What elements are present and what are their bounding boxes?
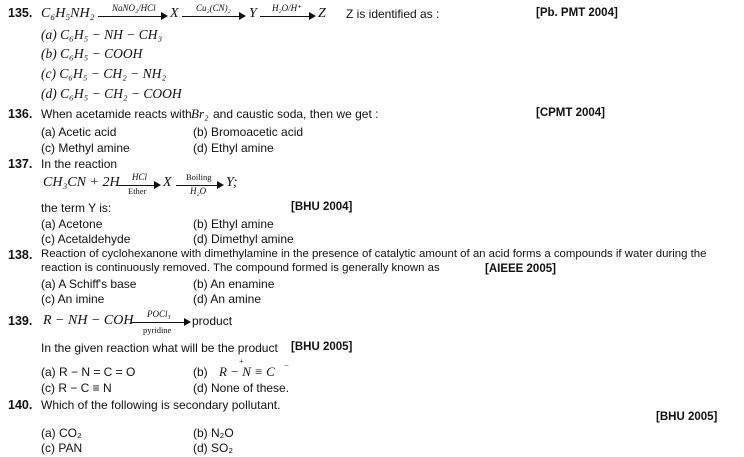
option-c: (c) C₆H₅ − CH₂ − NH₂ <box>41 66 167 81</box>
question-stem: Z is identified as : <box>346 7 440 21</box>
question-stem: When acetamide reacts with <box>41 107 192 121</box>
reaction-arrow <box>98 12 168 21</box>
option-a: (a) CO₂ <box>41 426 82 440</box>
option-d: (d) C₆H₅ − CH₂ − COOH <box>41 86 182 101</box>
product-x: X <box>170 6 179 21</box>
option-d: (d) Ethyl amine <box>193 141 274 155</box>
equation-left: R − NH − COH <box>43 313 134 328</box>
option-b-formula: R − N ≡ C <box>219 364 275 379</box>
question-stem-line-2: reaction is continuously removed. The compound formed is generally known as <box>41 262 440 274</box>
product-y: Y; <box>226 175 238 190</box>
question-number: 138. <box>8 248 33 262</box>
option-d: (d) Dimethyl amine <box>193 232 294 246</box>
equation-left: CH₃CN + 2H <box>43 175 120 190</box>
exam-tag: [CPMT 2004] <box>536 107 606 119</box>
exam-tag: [BHU 2004] <box>291 201 353 213</box>
option-d: (d) SO₂ <box>193 441 233 455</box>
exam-tag: [Pb. PMT 2004] <box>536 7 618 19</box>
question-number: 140. <box>8 398 33 412</box>
option-a: (a) A Schiff's base <box>41 277 137 291</box>
option-b: (b) C₆H₅ − COOH <box>41 46 143 61</box>
option-b: (b) N₂O <box>193 426 234 440</box>
product-x: X <box>163 175 172 190</box>
question-stem: In the reaction <box>41 157 118 171</box>
reagent-1: NaNO₂/HCl <box>112 3 156 13</box>
positive-charge: + <box>239 356 244 366</box>
option-b: (b) Bromoacetic acid <box>193 125 304 139</box>
question-number: 136. <box>8 107 33 121</box>
question-stem: In the given reaction what will be the product <box>41 341 278 355</box>
option-c: (c) PAN <box>41 441 83 455</box>
exam-tag: [AIEEE 2005] <box>485 263 556 275</box>
option-b: (b) Ethyl amine <box>193 217 274 231</box>
question-stem: Which of the following is secondary pollutant. <box>41 398 281 412</box>
option-c: (c) R − C ≡ N <box>41 381 112 395</box>
reagent-bottom: pyridine <box>143 325 172 335</box>
option-b: (b) An enamine <box>193 277 275 291</box>
exam-tag: [BHU 2005] <box>291 341 353 353</box>
option-a: (a) Acetone <box>41 217 103 231</box>
option-a: (a) C₆H₅ − NH − CH₃ <box>41 27 163 42</box>
option-b-label: (b) <box>193 365 208 379</box>
bromine-formula: Br₂ <box>191 106 209 121</box>
exam-tag: [BHU 2005] <box>656 411 718 423</box>
reagent-1-top: HCl <box>132 172 148 182</box>
option-a: (a) Acetic acid <box>41 125 117 139</box>
option-d: (d) None of these. <box>193 381 290 395</box>
option-c: (c) Methyl amine <box>41 141 130 155</box>
reagent-2-bottom: H₂O <box>190 186 207 196</box>
option-a: (a) R − N = C = O <box>41 365 136 379</box>
reagent-2: Cu₂(CN)₂ <box>196 3 231 13</box>
reagent-1-bottom: Ether <box>128 186 147 196</box>
negative-charge: − <box>284 360 289 370</box>
reagent-2-top: Boiling <box>186 172 212 182</box>
reaction-arrow <box>182 12 246 21</box>
product-y: Y <box>249 6 257 21</box>
question-number: 137. <box>8 157 33 171</box>
reactant-formula: C₆H₅NH₂ <box>41 6 95 21</box>
question-stem-cont: and caustic soda, then we get : <box>213 107 379 121</box>
term-text: the term Y is: <box>41 201 112 215</box>
option-d: (d) An amine <box>193 292 262 306</box>
reagent-3: H₂O/H⁺ <box>272 3 302 13</box>
question-number: 135. <box>8 6 33 20</box>
reagent-top: POCl₃ <box>147 309 171 319</box>
product-z: Z <box>318 6 326 21</box>
question-number: 139. <box>8 314 33 328</box>
question-stem-line-1: Reaction of cyclohexanone with dimethylamine in the presence of catalytic amount of an acid forms a compounds if water during the <box>41 248 707 260</box>
option-c: (c) An imine <box>41 292 105 306</box>
option-c: (c) Acetaldehyde <box>41 232 131 246</box>
product-label: product <box>192 314 233 328</box>
reaction-arrow <box>260 12 316 21</box>
